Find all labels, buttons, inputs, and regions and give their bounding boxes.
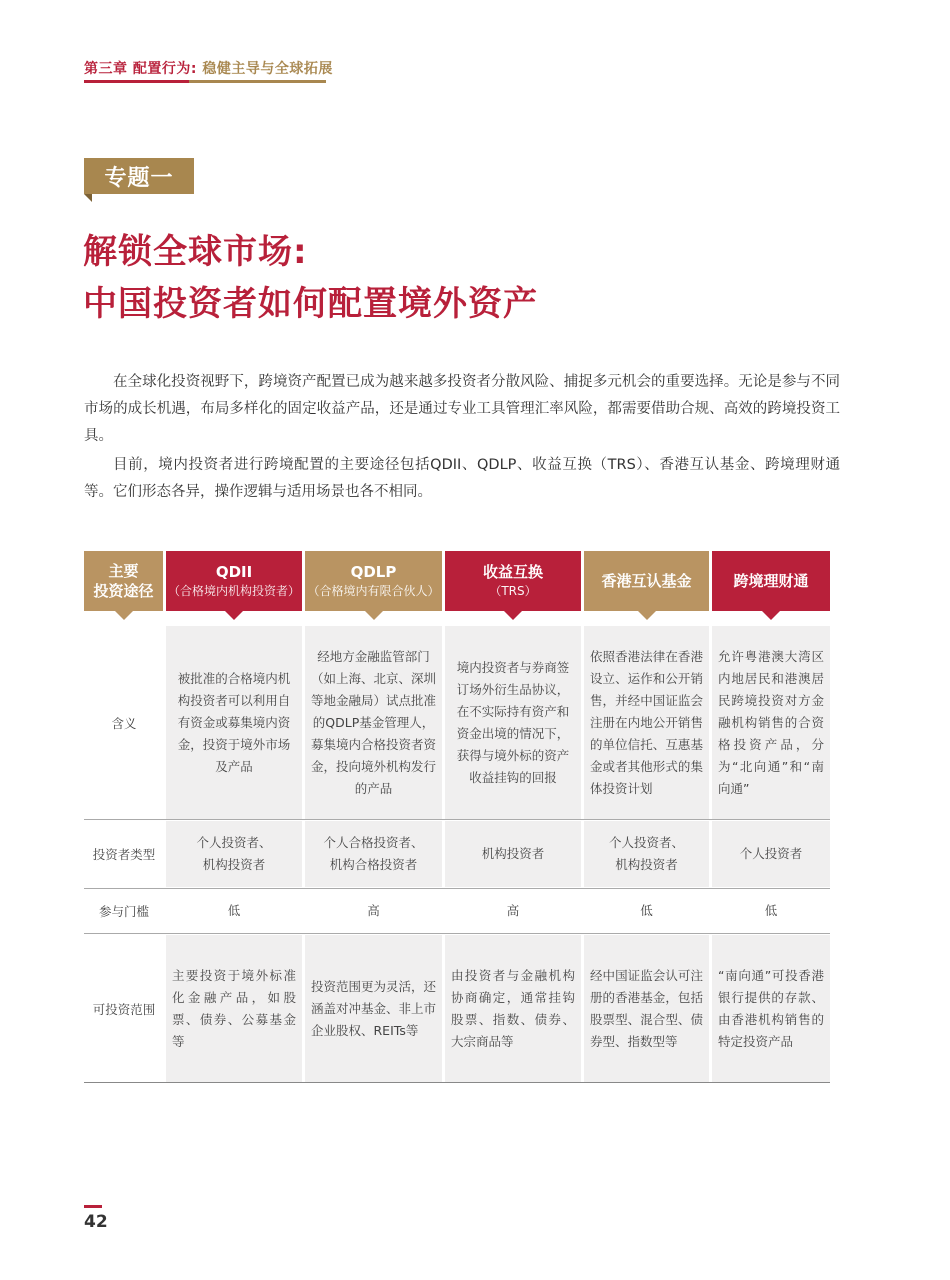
column-subtitle: （TRS） [489,584,537,598]
topic-tag: 专题一 [84,158,194,194]
column-subtitle: （合格境内机构投资者） [167,584,300,598]
table-cell: 允许粤港澳大湾区内地居民和港澳居民跨境投资对方金融机构销售的合资格投资产品，分为“北向通”和“南向通” [712,626,830,819]
routes-paragraph: 目前，境内投资者进行跨境配置的主要途径包括QDII、QDLP、收益互换（TRS）、香港互认基金、跨境理财通等。它们形态各异，操作逻辑与适用场景也各不相同。 [84,457,840,500]
row-divider [84,888,830,889]
corner-header [84,551,163,611]
table-row-meaning [84,626,830,819]
table-cell: 由投资者与金融机构协商确定，通常挂钩股票、指数、债券、大宗商品等 [445,935,581,1082]
column-subtitle: （合格境内有限合伙人） [307,584,440,598]
table-cell: 被批准的合格境内机构投资者可以利用自有资金或募集境内资金，投资于境外市场及产品 [166,626,302,819]
table-cell: 机构投资者 [445,821,581,887]
table-cell: 个人投资者、 机构投资者 [584,821,709,887]
row-label: 可投资范围 [92,1001,156,1017]
row-label: 参与门槛 [98,904,149,919]
table-cell: 低 [764,903,778,918]
column-header-qdii [166,551,302,611]
page-title [83,226,538,330]
table-bottom-rule [84,1082,830,1083]
table-cell: 境内投资者与券商签订场外衍生品协议，在不实际持有资产和资金出境的情况下，获得与境外标的资产收益挂钩的回报 [445,626,581,819]
intro-paragraph: 在全球化投资视野下，跨境资产配置已成为越来越多投资者分散风险、捕捉多元机会的重要选择。无论是参与不同市场的成长机遇，布局多样化的固定收益产品，还是通过专业工具管理汇率风险，都需要借助合规、高效的跨境投资工具。 [84,374,840,444]
column-header-qdlp [305,551,442,611]
chapter-rule [84,80,326,83]
table-cell: “南向通”可投香港银行提供的存款、由香港机构销售的特定投资产品 [712,935,830,1082]
table-cell: 个人投资者 [712,821,830,887]
table-cell: 主要投资于境外标准化金融产品，如股票、债券、公募基金等 [166,935,302,1082]
column-title: 跨境理财通 [733,572,809,590]
corner-line-2: 投资途径 [93,582,154,600]
column-title: QDII [215,563,253,581]
column-header-hk-mutual-fund [584,551,709,611]
table-cell: 个人合格投资者、 机构合格投资者 [305,821,442,887]
table-cell: 经地方金融监管部门（如上海、北京、深圳等地金融局）试点批准的QDLP基金管理人，募集境内合格投资者资金，投向境外机构发行的产品 [305,626,442,819]
page-number-rule [84,1205,102,1208]
topic-tag-tail [84,194,92,202]
table-cell: 低 [640,903,653,918]
table-cell: 投资范围更为灵活，还涵盖对冲基金、非上市企业股权、REITs等 [305,935,442,1082]
column-header-trs [445,551,581,611]
chapter-prefix: 第三章 配置行为: [84,61,197,77]
table-cell: 依照香港法律在香港设立、运作和公开销售，并经中国证监会注册在内地公开销售的单位信托、互惠基金或者其他形式的集体投资计划 [584,626,709,819]
row-label: 含义 [111,715,137,731]
title-line-2: 中国投资者如何配置境外资产 [83,284,538,324]
table-cell: 高 [367,903,380,918]
table-row-investor-type [84,821,830,887]
column-title: QDLP [350,563,397,581]
chapter-suffix: 稳健主导与全球拓展 [202,61,333,77]
chapter-header [84,58,333,78]
title-line-1: 解锁全球市场: [83,232,308,272]
table-cell: 个人投资者、 机构投资者 [166,821,302,887]
table-row-threshold [84,890,830,932]
table-cell: 低 [227,903,241,918]
row-label: 投资者类型 [92,847,156,862]
corner-line-1: 主要 [108,562,139,580]
row-divider [84,933,830,934]
table-cell: 经中国证监会认可注册的香港基金，包括股票型、混合型、债券型、指数型等 [584,935,709,1082]
column-title: 香港互认基金 [601,572,692,590]
column-title: 收益互换 [482,563,543,581]
row-divider [84,819,830,820]
table-row-scope [84,935,830,1082]
column-header-wealth-connect [712,551,830,611]
page-number: 42 [84,1212,108,1232]
table-cell: 高 [506,903,520,918]
